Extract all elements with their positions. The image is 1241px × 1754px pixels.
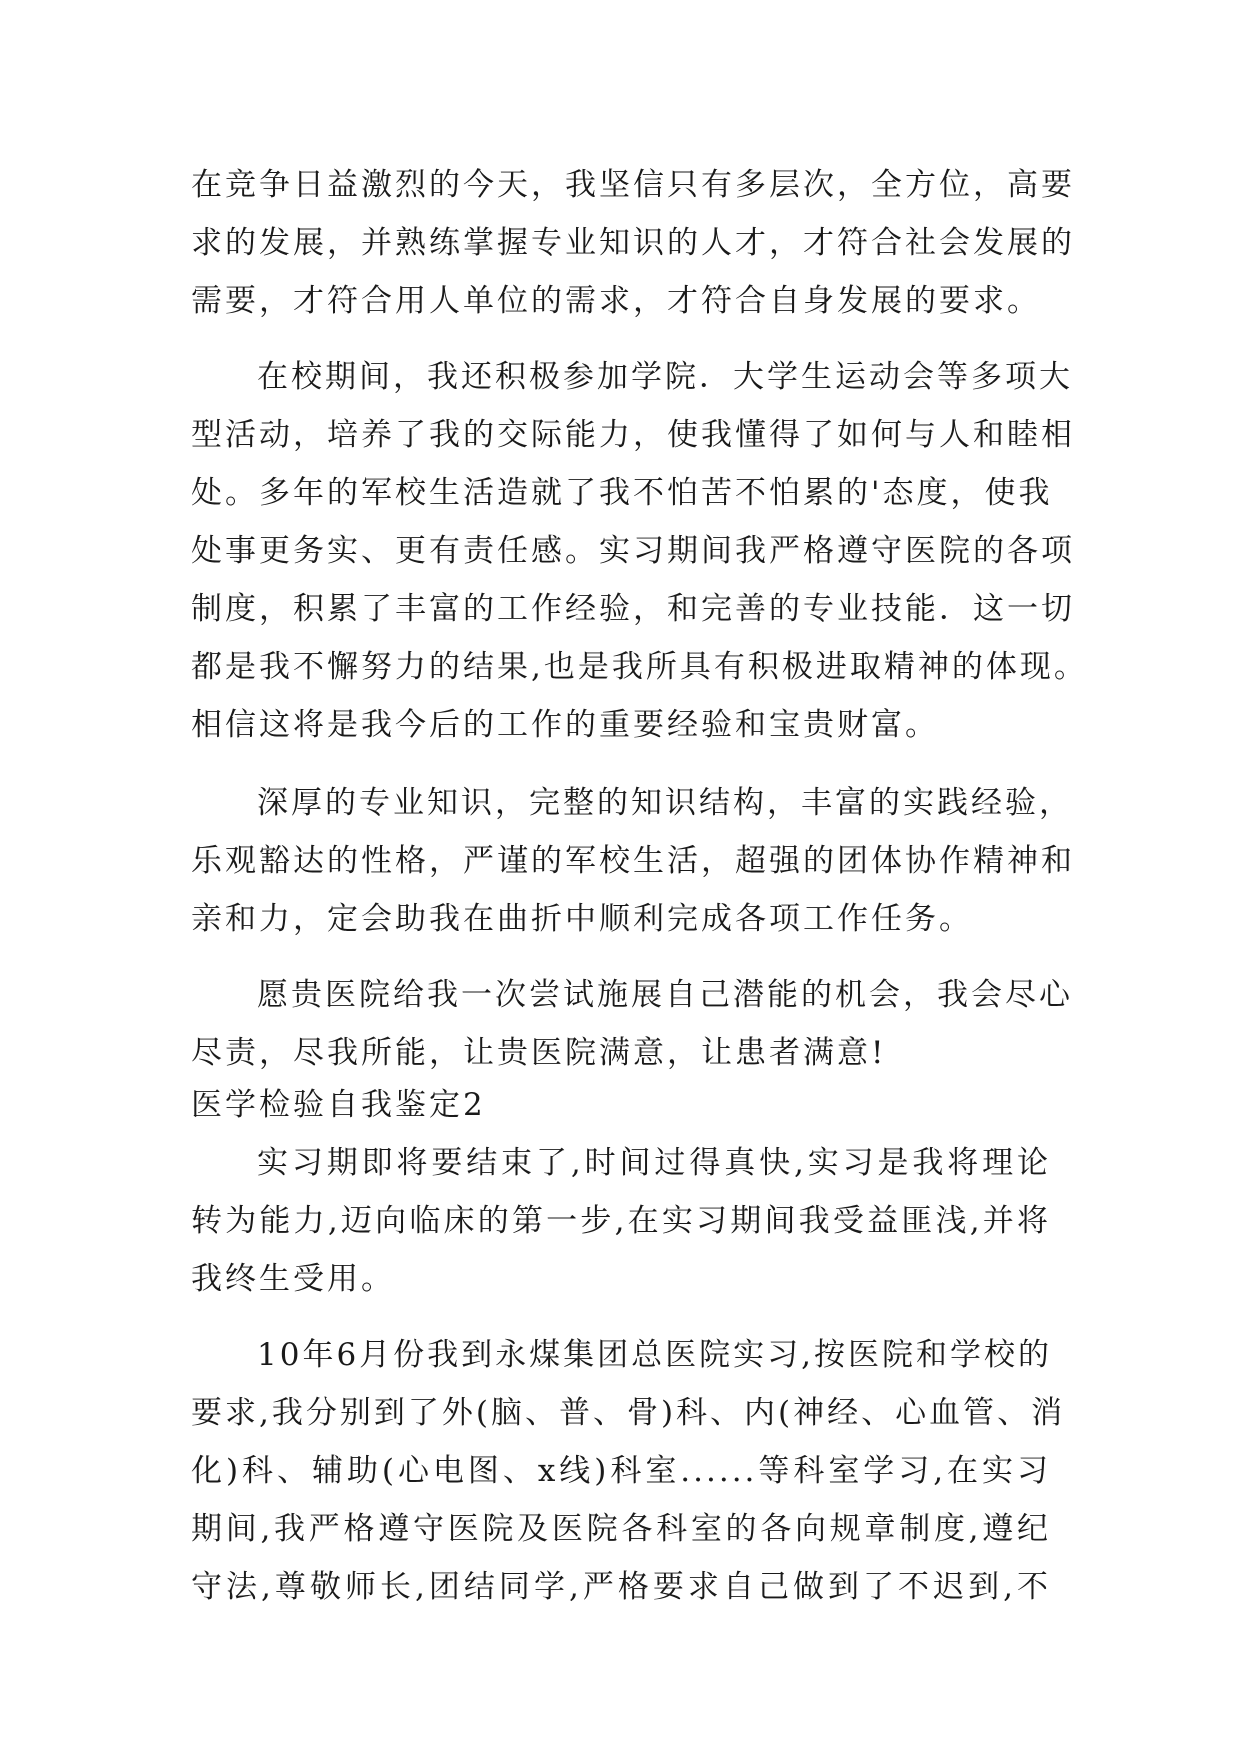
paragraph-line: 转为能力,迈向临床的第一步,在实习期间我受益匪浅,并将 xyxy=(191,1203,1051,1239)
paragraph-line: 制度，积累了丰富的工作经验，和完善的专业技能．这一切 xyxy=(191,591,1075,627)
paragraph-line: 守法,尊敬师长,团结同学,严格要求自己做到了不迟到,不 xyxy=(191,1569,1051,1605)
paragraph-line: 处事更务实、更有责任感。实习期间我严格遵守医院的各项 xyxy=(191,533,1075,569)
paragraph-line: 实习期即将要结束了,时间过得真快,实习是我将理论 xyxy=(257,1145,1051,1181)
paragraph-line: 尽责，尽我所能，让贵医院满意，让患者满意! xyxy=(191,1035,887,1071)
paragraph-line: 愿贵医院给我一次尝试施展自己潜能的机会，我会尽心 xyxy=(257,977,1073,1013)
paragraph-line: 相信这将是我今后的工作的重要经验和宝贵财富。 xyxy=(191,707,939,743)
paragraph-line: 10年6月份我到永煤集团总医院实习,按医院和学校的 xyxy=(257,1337,1053,1373)
paragraph-line: 型活动，培养了我的交际能力，使我懂得了如何与人和睦相 xyxy=(191,417,1075,453)
paragraph-line: 乐观豁达的性格，严谨的军校生活，超强的团体协作精神和 xyxy=(191,843,1075,879)
paragraph-line: 在校期间，我还积极参加学院．大学生运动会等多项大 xyxy=(257,359,1073,395)
paragraph-line: 在竞争日益激烈的今天，我坚信只有多层次，全方位，高要 xyxy=(191,167,1075,203)
paragraph-line: 化)科、辅助(心电图、x线)科室......等科室学习,在实习 xyxy=(191,1453,1051,1489)
paragraph-line: 处。多年的军校生活造就了我不怕苦不怕累的'态度，使我 xyxy=(191,475,1053,511)
paragraph-line: 求的发展，并熟练掌握专业知识的人才，才符合社会发展的 xyxy=(191,225,1075,261)
paragraph-line: 亲和力，定会助我在曲折中顺利完成各项工作任务。 xyxy=(191,901,973,937)
paragraph-line: 深厚的专业知识，完整的知识结构，丰富的实践经验， xyxy=(257,785,1073,821)
paragraph-line: 期间,我严格遵守医院及医院各科室的各向规章制度,遵纪 xyxy=(191,1511,1051,1547)
paragraph-line: 要求,我分别到了外(脑、普、骨)科、内(神经、心血管、消 xyxy=(191,1395,1066,1431)
paragraph-line: 我终生受用。 xyxy=(191,1261,395,1297)
section-heading: 医学检验自我鉴定2 xyxy=(191,1087,486,1123)
paragraph-line: 需要，才符合用人单位的需求，才符合自身发展的要求。 xyxy=(191,283,1041,319)
paragraph-line: 都是我不懈努力的结果,也是我所具有积极进取精神的体现。 xyxy=(191,649,1088,685)
